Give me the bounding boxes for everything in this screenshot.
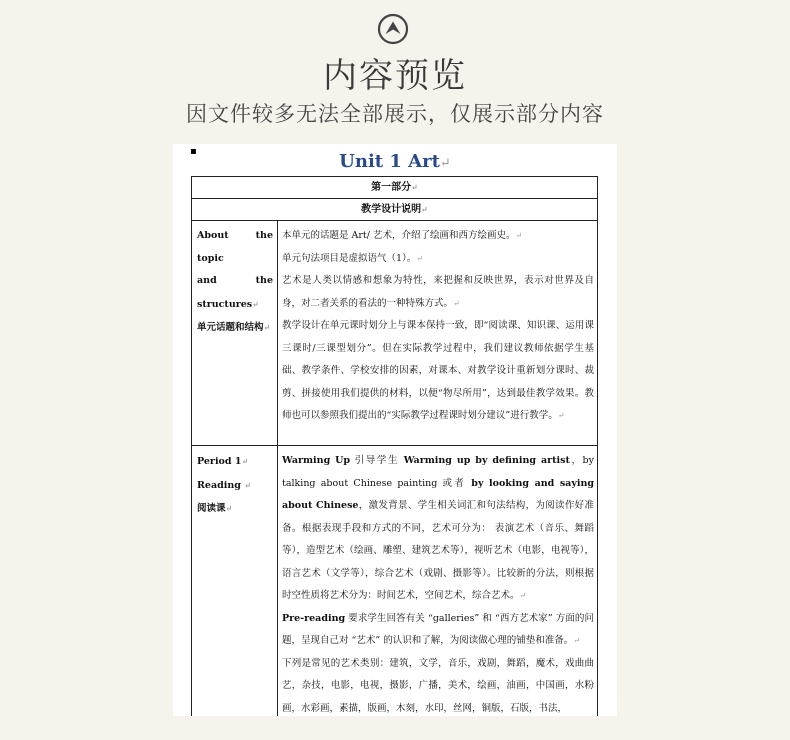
content-paragraph: Warming Up 引导学生 Warming up by defining artist，by talking about Chinese painting 或者 by looking and saying about Chinese，激发背景、学生相关词汇和句法结构，为阅读作好准备。根据表现手段和方式的不同，艺术可分为： 表演艺术（音乐、舞蹈等），造型艺术（绘画、雕塑、建筑艺术等），视听艺术（电影，电视等），语言艺术（文学等），综合艺术（戏剧、摄影等）。比较新的分法，则根据时空性质将艺术分为：时间艺术，空间艺术，综合艺术。↵	[282, 455, 594, 601]
content-paragraph: Pre-reading 要求学生回答有关 “galleries” 和 “西方艺术家” 方面的问题，呈现自己对 “艺术” 的认识和了解，为阅读做心理的铺垫和准备。↵	[282, 612, 594, 646]
row-label-line: structures↵	[197, 298, 259, 310]
row-label-cn: 单元话题和结构↵	[197, 322, 271, 333]
chevron-up-circle-icon	[377, 13, 409, 45]
row-content-period1	[278, 446, 598, 717]
table-row	[192, 199, 598, 221]
unit-title-text: Unit 1 Art	[339, 151, 440, 172]
row-label-line: About the topic	[197, 230, 273, 264]
row-label-line: Reading ↵	[197, 479, 251, 491]
table-row	[192, 221, 598, 446]
content-paragraph: 下列是常见的艺术类别：建筑，文学，音乐，戏剧，舞蹈，魔术，戏曲曲艺，杂技，电影，电视，摄影，广播，美术，绘画，油画，中国画，水粉画，水彩画，素描，版画，木刻，水印，丝网，铜版，石版，书法，	[282, 657, 594, 714]
document-preview	[173, 144, 617, 716]
table-row	[192, 446, 598, 717]
lesson-table	[191, 176, 598, 716]
row-label-topic	[192, 221, 278, 446]
unit-title	[173, 151, 617, 172]
row-content-topic	[278, 221, 598, 446]
preview-header	[0, 0, 790, 140]
paragraph-mark: ↵	[439, 156, 451, 171]
row-label-line: Period 1↵	[197, 456, 249, 467]
part-heading: 第一部分↵	[192, 177, 598, 199]
bullet-mark: ▪	[190, 146, 197, 157]
content-paragraph: 艺术是人类以情感和想象为特性，来把握和反映世界，表示对世界及自身，对二者关系的看法的一种特殊方式。↵	[282, 275, 594, 309]
table-row	[192, 177, 598, 199]
row-label-line: and the	[197, 275, 273, 286]
section-heading: 教学设计说明↵	[192, 199, 598, 221]
content-paragraph: 教学设计在单元课时划分上与课本保持一致，即“阅读课、知识课、运用课三课时/三课型划分”。但在实际教学过程中，我们建议教师依据学生基础、教学条件、学校安排的因素，对课本、对教学设计重新划分课时、裁剪、拼接使用我们提供的材料，以便“物尽所用”，达到最佳教学效果。教师也可以参照我们提出的“实际教学过程课时划分建议”进行教学。↵	[282, 320, 594, 421]
content-paragraph: 本单元的话题是 Art/ 艺术，介绍了绘画和西方绘画史。↵	[282, 230, 523, 241]
page-title: 内容预览	[323, 56, 467, 96]
row-label-cn: 阅读课↵	[197, 503, 233, 514]
content-paragraph: 单元句法项目是虚拟语气（1）。↵	[282, 252, 423, 264]
page-subtitle: 因文件较多无法全部展示，仅展示部分内容	[186, 102, 604, 126]
row-label-period1	[192, 446, 278, 717]
